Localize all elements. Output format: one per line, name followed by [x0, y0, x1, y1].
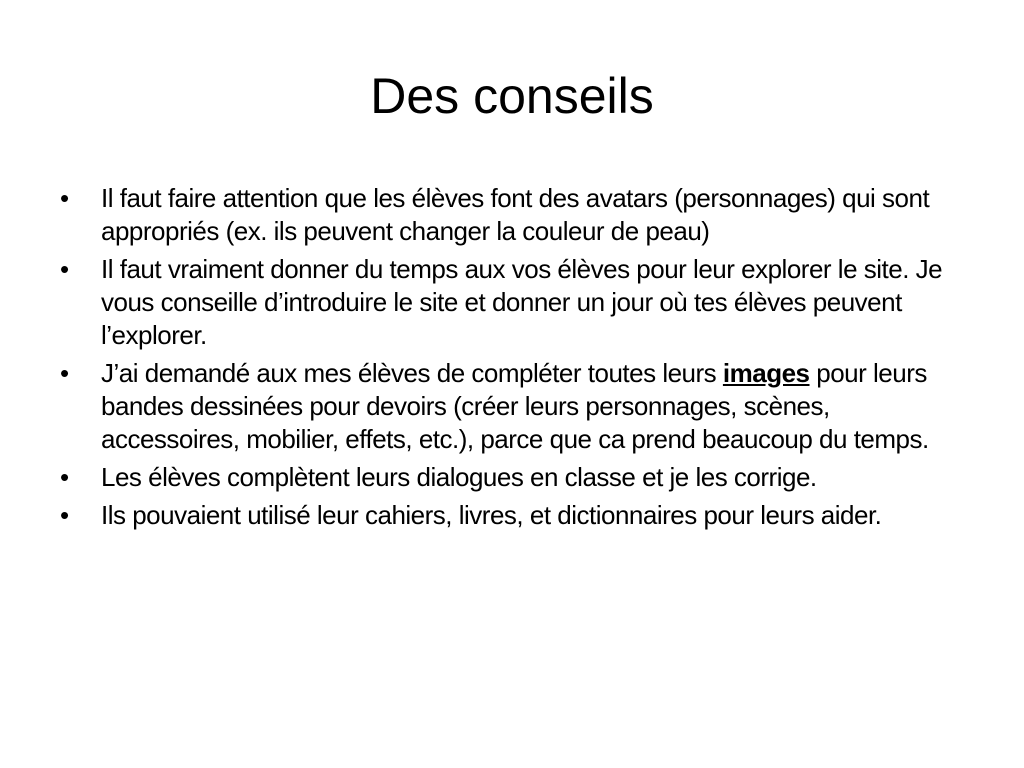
bullet-item [60, 499, 970, 532]
bullet-list [60, 182, 970, 537]
bullet-text-after: pour leurs bandes dessinées pour devoirs (créer leurs personnages, scènes, accessoires, mobilier, effets, etc.), parce que ca prend beaucoup du temps. [101, 358, 929, 454]
slide-title: Des conseils [370, 68, 654, 124]
bullet-item [60, 253, 970, 352]
bullet-icon: • [60, 462, 69, 492]
bullet-item [60, 182, 970, 248]
bullet-emphasis: images [722, 358, 810, 388]
bullet-item [60, 461, 970, 494]
bullet-text: Il faut vraiment donner du temps aux vos élèves pour leur explorer le site. Je vous conseille d’introduire le site et donner un jour où tes élèves peuvent l’explorer. [101, 254, 943, 350]
bullet-icon: • [60, 358, 69, 388]
bullet-text: Ils pouvaient utilisé leur cahiers, livres, et dictionnaires pour leurs aider. [101, 500, 882, 530]
bullet-icon: • [60, 500, 69, 530]
bullet-icon: • [60, 254, 69, 284]
bullet-text-before: J’ai demandé aux mes élèves de compléter toutes leurs [101, 358, 723, 388]
bullet-item [60, 357, 970, 456]
bullet-text: Les élèves complètent leurs dialogues en classe et je les corrige. [101, 462, 817, 492]
bullet-icon: • [60, 183, 69, 213]
bullet-text: Il faut faire attention que les élèves font des avatars (personnages) qui sont appropriés (ex. ils peuvent changer la couleur de peau) [101, 183, 930, 246]
